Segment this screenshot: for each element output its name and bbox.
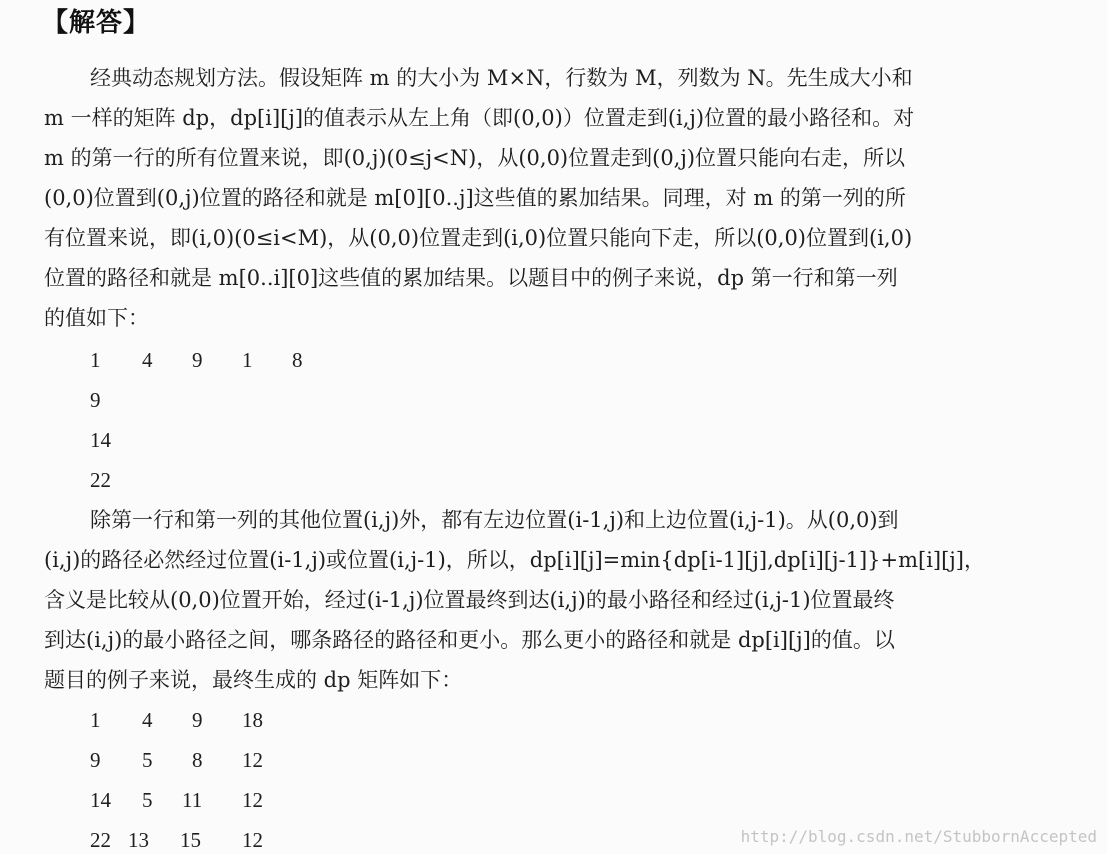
text-line: m 的第一行的所有位置来说，即(0,j)(0≤j<N)，从(0,0)位置走到(0,j)位置只能向右走，所以 — [44, 146, 906, 170]
grid-cell: 14 — [90, 788, 111, 812]
text-line: (i,j)的路径必然经过位置(i-1,j)或位置(i,j-1)，所以，dp[i][j]=min{dp[i-1][j],dp[i][j-1]}+m[i][j]， — [44, 548, 985, 572]
grid-cell: 14 — [90, 428, 111, 452]
grid-cell: 11 — [182, 788, 203, 812]
grid-cell: 12 — [242, 788, 263, 812]
grid-cell: 5 — [142, 788, 153, 812]
grid-cell: 1 — [90, 348, 101, 372]
grid-cell: 1 — [242, 348, 253, 372]
grid-cell: 5 — [142, 748, 153, 772]
grid-cell: 12 — [242, 748, 263, 772]
text-line: 到达(i,j)的最小路径之间，哪条路径的路径和更小。那么更小的路径和就是 dp[i][j]的值。以 — [44, 628, 895, 652]
grid-cell: 9 — [192, 348, 203, 372]
text-line: 经典动态规划方法。假设矩阵 m 的大小为 M×N，行数为 M，列数为 N。先生成大小和 — [90, 66, 913, 90]
grid-cell: 4 — [142, 708, 153, 732]
grid-cell: 22 — [90, 468, 111, 492]
grid-cell: 15 — [180, 828, 201, 852]
grid-cell: 9 — [90, 748, 101, 772]
grid-cell: 12 — [242, 828, 263, 852]
text-line: 题目的例子来说，最终生成的 dp 矩阵如下： — [44, 668, 463, 692]
grid-cell: 8 — [292, 348, 303, 372]
grid-cell: 22 — [90, 828, 111, 852]
grid-cell: 8 — [192, 748, 203, 772]
text-line: (0,0)位置到(0,j)位置的路径和就是 m[0][0..j]这些值的累加结果。同理，对 m 的第一列的所 — [44, 186, 906, 210]
grid-cell: 1 — [90, 708, 101, 732]
text-line: 位置的路径和就是 m[0..i][0]这些值的累加结果。以题目中的例子来说，dp 第一行和第一列 — [44, 266, 898, 290]
text-line: m 一样的矩阵 dp，dp[i][j]的值表示从左上角（即(0,0)）位置走到(i,j)位置的最小路径和。对 — [44, 106, 915, 130]
watermark-url: http://blog.csdn.net/StubbornAccepted — [740, 827, 1097, 846]
text-line: 除第一行和第一列的其他位置(i,j)外，都有左边位置(i-1,j)和上边位置(i,j-1)。从(0,0)到 — [90, 508, 899, 532]
grid-cell: 18 — [242, 708, 263, 732]
grid-cell: 9 — [90, 388, 101, 412]
grid-cell: 13 — [128, 828, 149, 852]
text-line: 有位置来说，即(i,0)(0≤i<M)，从(0,0)位置走到(i,0)位置只能向下走，所以(0,0)位置到(i,0) — [44, 226, 913, 250]
section-heading: 【解答】 — [42, 8, 151, 38]
grid-cell: 9 — [192, 708, 203, 732]
grid-cell: 4 — [142, 348, 153, 372]
text-line: 的值如下： — [44, 306, 149, 330]
text-line: 含义是比较从(0,0)位置开始，经过(i-1,j)位置最终到达(i,j)的最小路径和经过(i,j-1)位置最终 — [44, 588, 895, 612]
